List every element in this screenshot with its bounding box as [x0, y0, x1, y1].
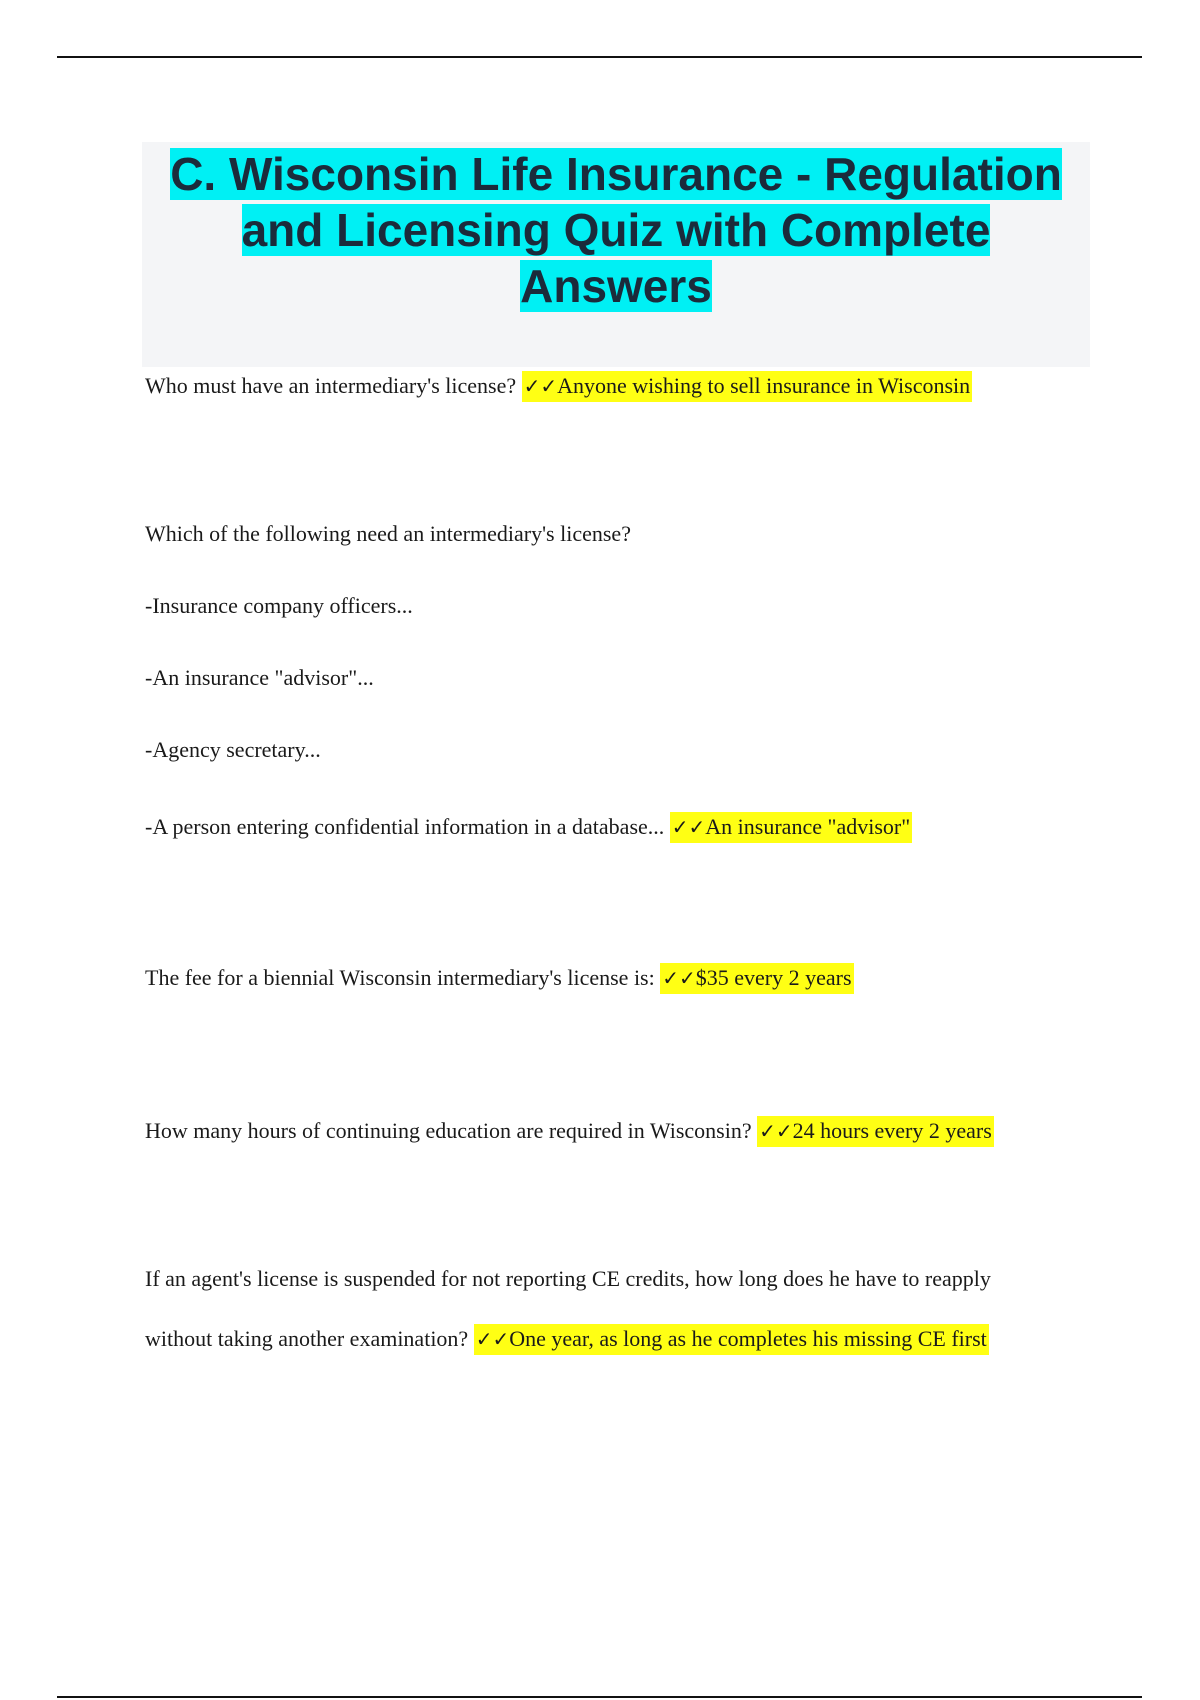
question-text: without taking another examination?	[145, 1326, 469, 1351]
qa-item-3	[145, 961, 1105, 995]
check-icon: ✓✓	[671, 815, 706, 839]
answer-text: One year, as long as he completes his missing CE first	[509, 1326, 987, 1351]
check-icon: ✓✓	[475, 1327, 510, 1351]
qa-item-2-option	[145, 810, 1105, 844]
qa-item-2-question	[145, 517, 1105, 551]
qa-item-2-option	[145, 661, 1105, 695]
option-text: -An insurance "advisor"...	[145, 665, 374, 690]
qa-item-5-line-1	[145, 1262, 1105, 1296]
question-text: The fee for a biennial Wisconsin intermediary's license is:	[145, 965, 655, 990]
check-icon: ✓✓	[523, 374, 558, 398]
option-text: -A person entering confidential information in a database...	[145, 814, 665, 839]
question-text: Who must have an intermediary's license?	[145, 373, 517, 398]
document-title	[142, 146, 1090, 314]
top-divider	[57, 56, 1142, 58]
answer-text: An insurance "advisor"	[705, 814, 911, 839]
answer-highlight	[757, 1116, 994, 1147]
document-title-text: C. Wisconsin Life Insurance - Regulation and Licensing Quiz with Complete Answers	[170, 148, 1062, 312]
question-text: How many hours of continuing education are required in Wisconsin?	[145, 1118, 752, 1143]
option-text: -Insurance company officers...	[145, 593, 413, 618]
answer-text: Anyone wishing to sell insurance in Wisconsin	[557, 373, 971, 398]
qa-item-4	[145, 1114, 1105, 1148]
question-text: If an agent's license is suspended for not reporting CE credits, how long does he have to reapply	[145, 1266, 991, 1291]
answer-text: $35 every 2 years	[695, 965, 852, 990]
check-icon: ✓✓	[759, 1119, 793, 1143]
qa-item-1	[145, 369, 1105, 403]
answer-text: 24 hours every 2 years	[792, 1118, 992, 1143]
qa-item-2-option	[145, 733, 1105, 767]
check-icon: ✓✓	[662, 966, 696, 990]
qa-item-5-line-2	[145, 1322, 1105, 1356]
answer-highlight	[522, 371, 973, 402]
answer-highlight	[670, 812, 912, 843]
option-text: -Agency secretary...	[145, 737, 321, 762]
bottom-divider	[57, 1696, 1142, 1698]
qa-item-2-option	[145, 589, 1105, 623]
question-text: Which of the following need an intermediary's license?	[145, 521, 631, 546]
answer-highlight	[660, 963, 853, 994]
answer-highlight	[474, 1324, 989, 1355]
